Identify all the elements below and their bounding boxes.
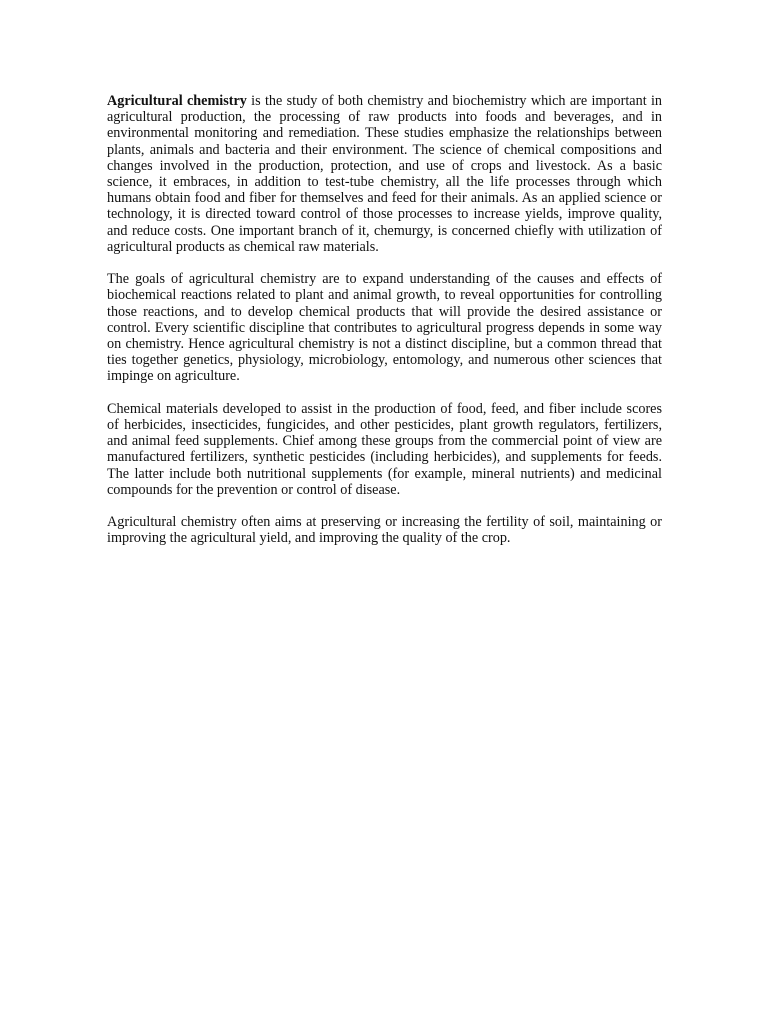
paragraph-1 bbox=[107, 93, 662, 255]
paragraph-2: The goals of agricultural chemistry are to expand understanding of the causes and effects of biochemical reactions related to plant and animal growth, to reveal opportunities for controlling those reactions, and to develop chemical products that will provide the desired assistance or control. Every scientific discipline that contributes to agricultural progress depends in some way on chemistry. Hence agricultural chemistry is not a distinct discipline, but a common thread that ties together genetics, physiology, microbiology, entomology, and numerous other sciences that impinge on agriculture. bbox=[107, 271, 662, 385]
lead-term: Agricultural chemistry bbox=[107, 93, 247, 109]
paragraph-1-text: is the study of both chemistry and biochemistry which are important in agricultural production, the processing of raw products into foods and beverages, and in environmental monitoring and remediation. These studies emphasize the relationships between plants, animals and bacteria and their environment. The science of chemical compositions and changes involved in the production, protection, and use of crops and livestock. As a basic science, it embraces, in addition to test-tube chemistry, all the life processes through which humans obtain food and fiber for themselves and feed for their animals. As an applied science or technology, it is directed toward control of those processes to increase yields, improve quality, and reduce costs. One important branch of it, chemurgy, is concerned chiefly with utilization of agricultural products as chemical raw materials. bbox=[107, 93, 662, 255]
paragraph-4: Agricultural chemistry often aims at preserving or increasing the fertility of soil, maintaining or improving the agricultural yield, and improving the quality of the crop. bbox=[107, 514, 662, 547]
paragraph-3: Chemical materials developed to assist in the production of food, feed, and fiber include scores of herbicides, insecticides, fungicides, and other pesticides, plant growth regulators, fertilizers, and animal feed supplements. Chief among these groups from the commercial point of view are manufactured fertilizers, synthetic pesticides (including herbicides), and supplements for feeds. The latter include both nutritional supplements (for example, mineral nutrients) and medicinal compounds for the prevention or control of disease. bbox=[107, 400, 662, 498]
document-page bbox=[107, 93, 662, 563]
